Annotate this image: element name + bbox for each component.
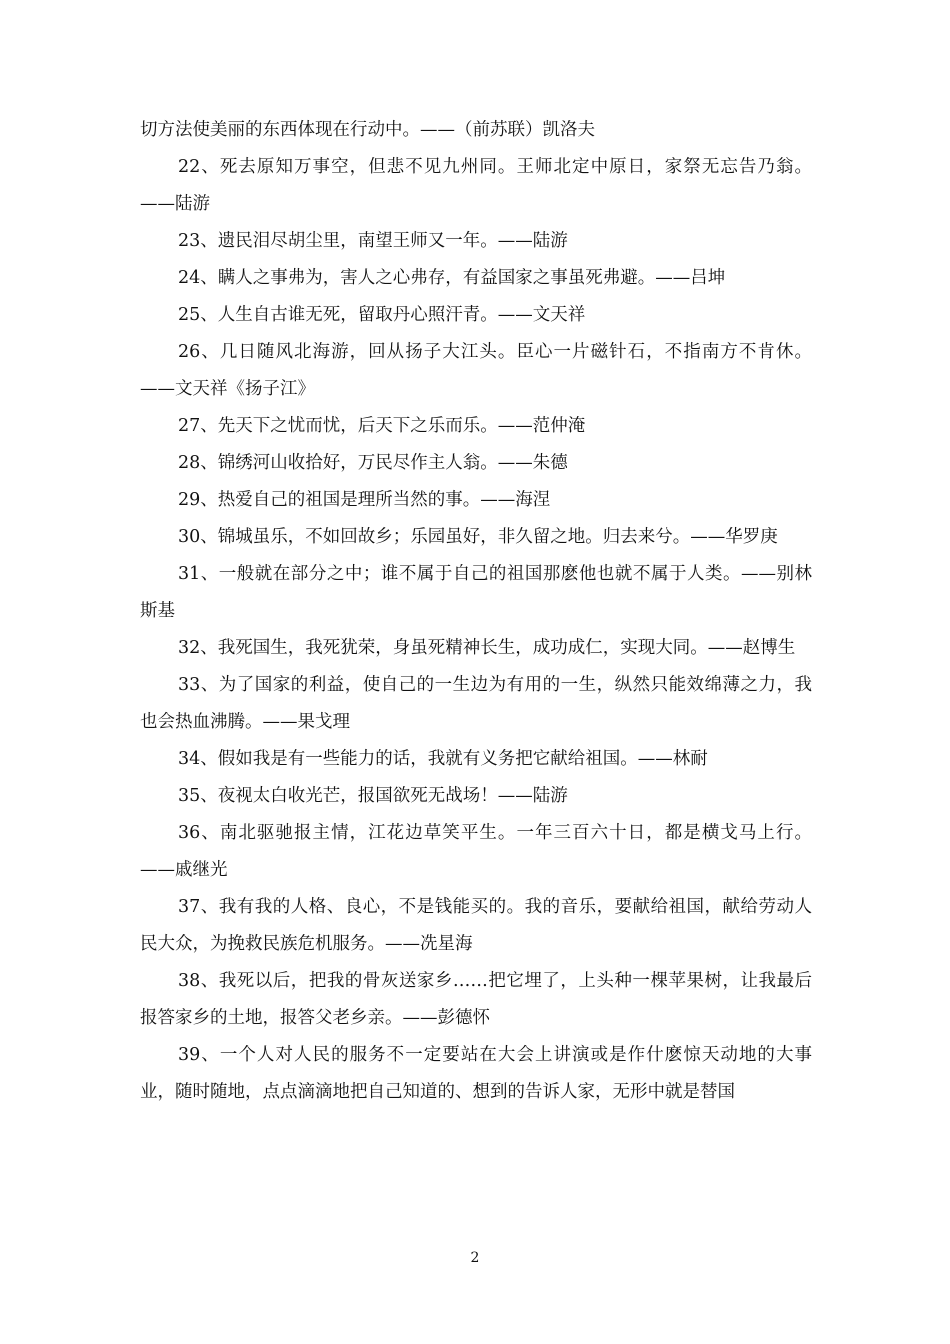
quote-26: 26、几日随风北海游，回从扬子大江头。臣心一片磁针石，不指南方不肯休。——文天祥《扬子江》 <box>140 342 812 399</box>
quote-33: 33、为了国家的利益，使自己的一生边为有用的一生，纵然只能效绵薄之力，我也会热血沸腾。——果戈理 <box>140 675 812 732</box>
quote-32: 32、我死国生，我死犹荣，身虽死精神长生，成功成仁，实现大同。——赵博生 <box>178 638 796 658</box>
quote-22: 22、死去原知万事空，但悲不见九州同。王师北定中原日，家祭无忘告乃翁。——陆游 <box>140 157 812 214</box>
page-number: 2 <box>470 1250 480 1266</box>
quote-30: 30、锦城虽乐，不如回故乡；乐园虽好，非久留之地。归去来兮。——华罗庚 <box>178 527 778 547</box>
document-page <box>140 112 812 1111</box>
quote-39: 39、一个人对人民的服务不一定要站在大会上讲演或是作什麽惊天动地的大事业，随时随地，点点滴滴地把自己知道的、想到的告诉人家，无形中就是替国 <box>140 1045 812 1102</box>
quote-29: 29、热爱自己的祖国是理所当然的事。——海涅 <box>178 490 551 510</box>
quote-27: 27、先天下之忧而忧，后天下之乐而乐。——范仲淹 <box>178 416 586 436</box>
quote-36: 36、南北驱驰报主情，江花边草笑平生。一年三百六十日，都是横戈马上行。——戚继光 <box>140 823 812 880</box>
continuation-paragraph: 切方法使美丽的东西体现在行动中。——（前苏联）凯洛夫 <box>140 120 595 140</box>
quote-24: 24、瞒人之事弗为，害人之心弗存，有益国家之事虽死弗避。——吕坤 <box>178 268 726 288</box>
quote-31: 31、一般就在部分之中；谁不属于自己的祖国那麽他也就不属于人类。——别林斯基 <box>140 564 812 621</box>
quote-35: 35、夜视太白收光芒，报国欲死无战场！——陆游 <box>178 786 568 806</box>
quote-23: 23、遗民泪尽胡尘里，南望王师又一年。——陆游 <box>178 231 568 251</box>
quote-37: 37、我有我的人格、良心，不是钱能买的。我的音乐，要献给祖国，献给劳动人民大众，为挽救民族危机服务。——冼星海 <box>140 897 812 954</box>
quote-28: 28、锦绣河山收拾好，万民尽作主人翁。——朱德 <box>178 453 568 473</box>
quote-34: 34、假如我是有一些能力的话，我就有义务把它献给祖国。——林耐 <box>178 749 708 769</box>
quote-25: 25、人生自古谁无死，留取丹心照汗青。——文天祥 <box>178 305 586 325</box>
quote-38: 38、我死以后，把我的骨灰送家乡……把它埋了，上头种一棵苹果树，让我最后报答家乡的土地，报答父老乡亲。——彭德怀 <box>140 971 812 1028</box>
